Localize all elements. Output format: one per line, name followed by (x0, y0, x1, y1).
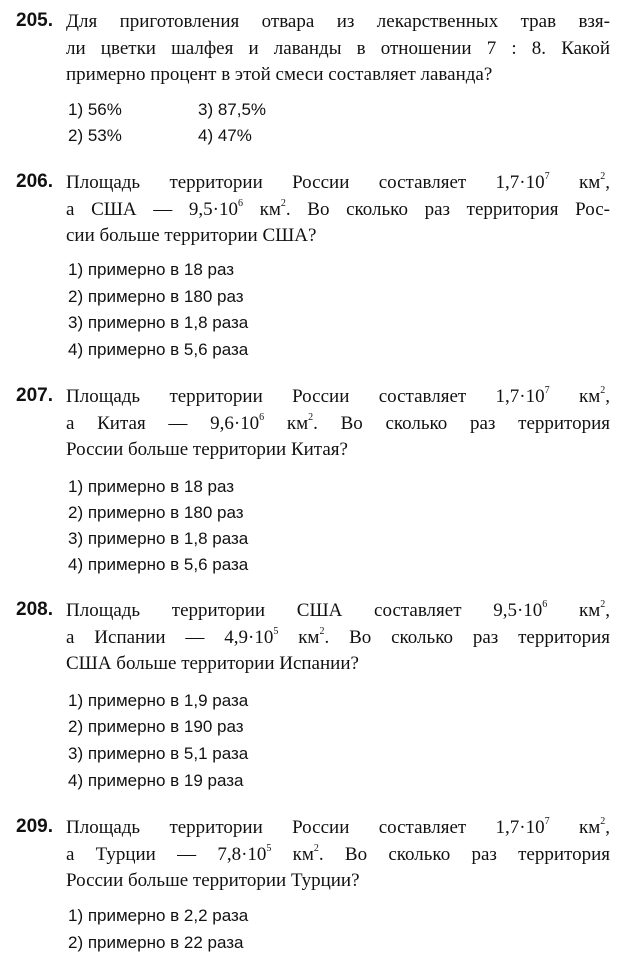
answer-option[interactable]: 1) примерно в 1,9 раза (68, 691, 249, 710)
problem-number: 207. (16, 385, 53, 406)
problem-number: 205. (16, 10, 53, 31)
answer-option[interactable]: 4) примерно в 19 раза (68, 771, 244, 790)
problem-text-line: а Испании — $4,9\cdot 10^5$ $км^2$. Во сколько раз территория (66, 625, 610, 648)
problem-text-line: США больше территории Испании? (66, 653, 359, 674)
problem-number: 209. (16, 816, 53, 837)
problem-number: 206. (16, 171, 53, 192)
answer-option[interactable]: 3) 87,5% (198, 100, 267, 119)
problem-text-line: Площадь территории России составляет $1,7\cdot 10^7$ $км^2$, (66, 171, 610, 193)
answer-option[interactable]: 1) примерно в 18 раз (68, 260, 235, 279)
problem-text-line: Площадь территории России составляет $1,7\cdot 10^7$ $км^2$, (66, 816, 610, 838)
answer-option[interactable]: 1) примерно в 18 раз (68, 477, 235, 496)
problem-text-line: ли цветки шалфея и лаванды в отношении 7 : 8. Какой (66, 37, 610, 59)
answer-option[interactable]: 4) примерно в 5,6 раза (68, 340, 249, 359)
answer-option[interactable]: 1) примерно в 2,2 раза (68, 906, 249, 925)
problem-text-line: Площадь территории России составляет $1,7\cdot 10^7$ $км^2$, (66, 385, 610, 407)
problem-text-line: примерно процент в этой смеси составляет лаванда? (66, 64, 493, 85)
problem-text-line: России больше территории Турции? (66, 870, 360, 891)
answer-option[interactable]: 2) 53% (68, 126, 122, 145)
problem-text-line: а США — $9,5\cdot 10^6$ $км^2$. Во сколько раз территория Рос- (66, 197, 610, 220)
answer-option[interactable]: 2) примерно в 180 раз (68, 503, 244, 522)
problem-text (66, 9, 610, 89)
problem-text (66, 598, 610, 678)
answer-option[interactable]: 4) примерно в 5,6 раза (68, 555, 249, 574)
problem-text-line: а Турции — $7,8\cdot 10^5$ $км^2$. Во сколько раз территория (66, 842, 610, 865)
problem-text-line: Для приготовления отвара из лекарственных трав взя- (66, 11, 610, 32)
answer-option[interactable]: 2) примерно в 22 раза (68, 933, 244, 952)
problem-text-line: России больше территории Китая? (66, 439, 348, 460)
answer-option[interactable]: 3) примерно в 5,1 раза (68, 744, 249, 763)
problem-text-line: сии больше территории США? (66, 225, 317, 246)
problem-text (66, 815, 610, 895)
problem-text-line: а Китая — $9,6\cdot 10^6$ $км^2$. Во сколько раз территория (66, 411, 611, 434)
problem-text (66, 170, 610, 250)
problem-number: 208. (16, 599, 53, 620)
problem-text (66, 384, 610, 464)
answer-option[interactable]: 4) 47% (198, 126, 252, 145)
answer-option[interactable]: 3) примерно в 1,8 раза (68, 529, 249, 548)
problem-text-line: Площадь территории США составляет $9,5\cdot 10^6$ $км^2$, (66, 599, 611, 621)
answer-option[interactable]: 1) 56% (68, 100, 122, 119)
answer-option[interactable]: 3) примерно в 1,8 раза (68, 313, 249, 332)
answer-option[interactable]: 2) примерно в 180 раз (68, 287, 244, 306)
answer-option[interactable]: 2) примерно в 190 раз (68, 717, 244, 736)
